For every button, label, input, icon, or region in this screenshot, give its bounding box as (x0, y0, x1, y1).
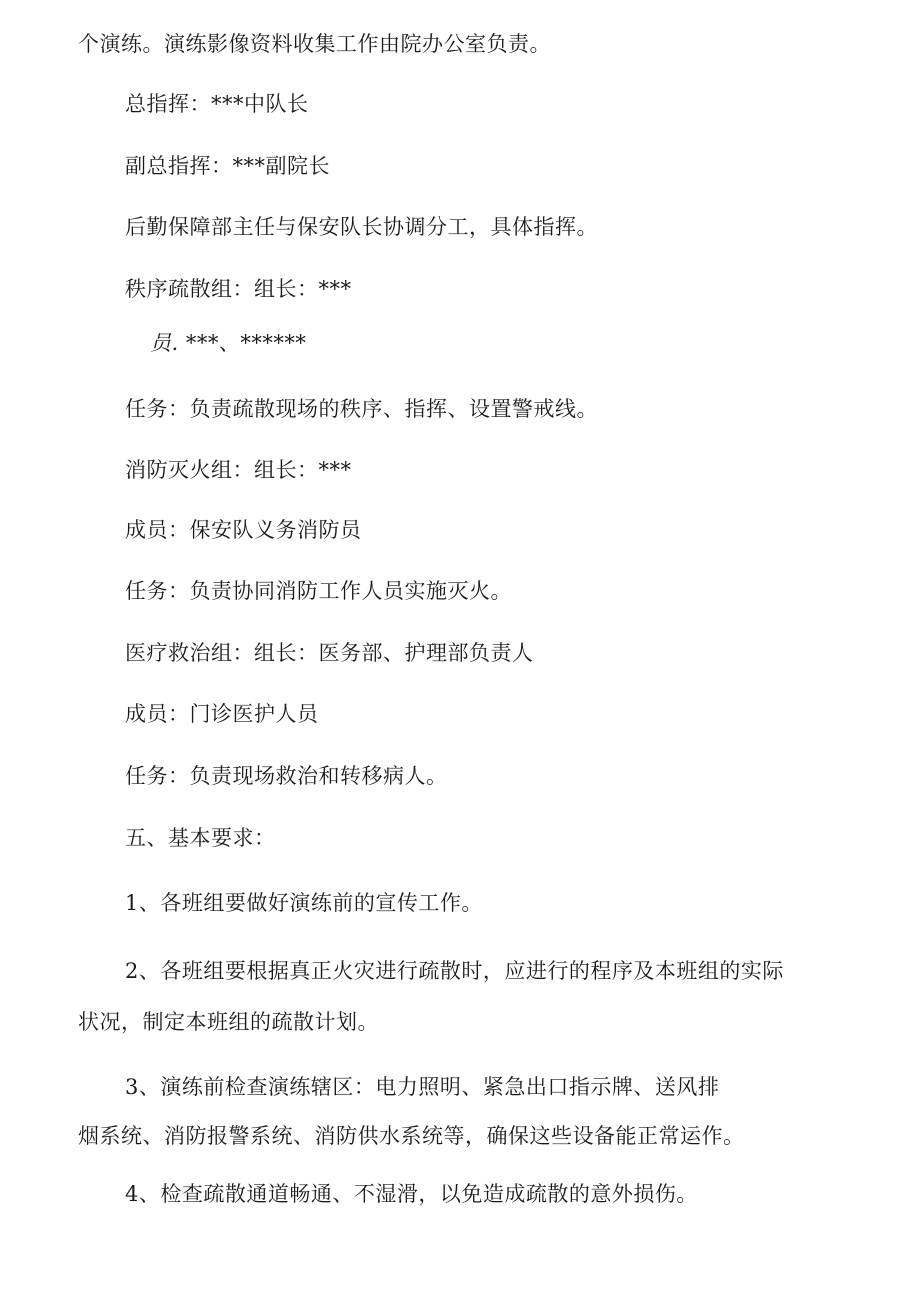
text-line: 后勤保障部主任与保安队长协调分工，具体指挥。 (125, 215, 598, 239)
text-line (150, 329, 306, 357)
text-line: 1、各班组要做好演练前的宣传工作。 (125, 891, 483, 915)
section-heading: 五、基本要求： (125, 826, 276, 850)
text-line: 个演练。演练影像资料收集工作由院办公室负责。 (78, 32, 551, 56)
text-line: 4、检查疏散通道畅通、不湿滑，以免造成疏散的意外损伤。 (125, 1182, 698, 1206)
text-line: 任务：负责协同消防工作人员实施灭火。 (125, 579, 512, 603)
text-line: 任务：负责现场救治和转移病人。 (125, 764, 448, 788)
member-names: ***、****** (178, 331, 307, 355)
text-line: 消防灭火组：组长：*** (125, 458, 352, 482)
text-line: 任务：负责疏散现场的秩序、指挥、设置警戒线。 (125, 397, 598, 421)
text-line: 医疗救治组：组长：医务部、护理部负责人 (125, 641, 534, 665)
text-line: 总指挥：***中队长 (125, 92, 309, 116)
text-line: 副总指挥：***副院长 (125, 154, 330, 178)
text-line: 秩序疏散组：组长：*** (125, 277, 352, 301)
text-line: 成员：保安队义务消防员 (125, 518, 362, 542)
text-line: 2、各班组要根据真正火灾进行疏散时，应进行的程序及本班组的实际 (125, 959, 784, 983)
text-line: 状况，制定本班组的疏散计划。 (78, 1010, 379, 1034)
text-line: 3、演练前检查演练辖区：电力照明、紧急出口指示牌、送风排 (125, 1075, 720, 1099)
text-line: 烟系统、消防报警系统、消防供水系统等，确保这些设备能正常运作。 (78, 1124, 745, 1148)
text-line: 成员：门诊医护人员 (125, 702, 319, 726)
member-label: 员. (150, 331, 179, 355)
